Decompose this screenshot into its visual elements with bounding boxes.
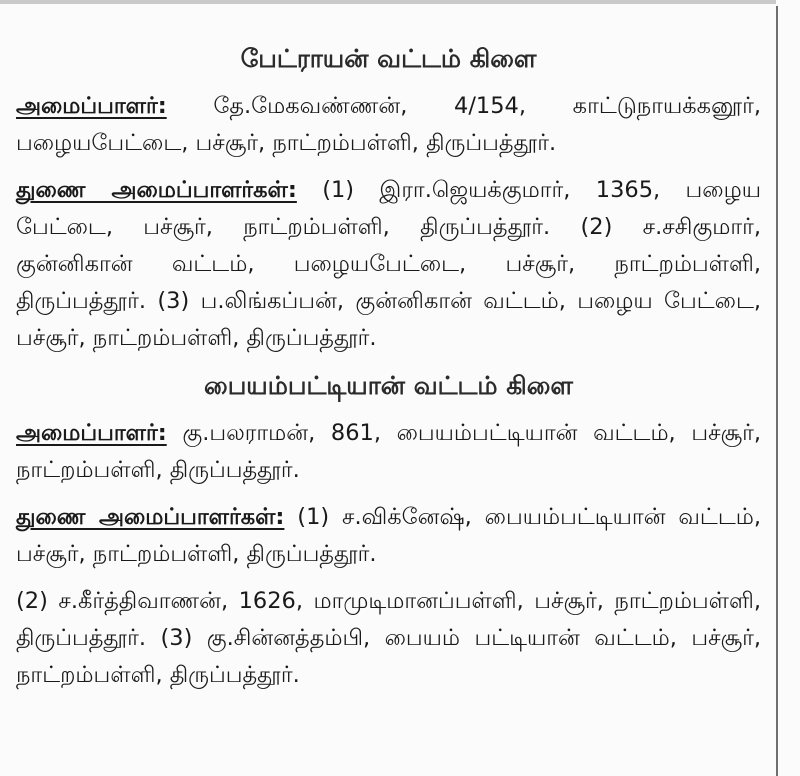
deputy-text: (1) ச.விக்னேஷ், பையம்பட்டியான் வட்டம், பச்சூர், நாட்றம்பள்ளி, திருப்பத்தூர். (16, 504, 762, 567)
deputy-text: (1) இரா.ஜெயக்குமார், 1365, பழைய பேட்டை, பச்சூர், நாட்றம்பள்ளி, திருப்பத்தூர். (2) ச.சசிகுமார், குன்னிகான் வட்டம், பழையபேட்டை, பச்சூர், நாட்றம்பள்ளி, திருப்பத்தூர். (3) ப.லிங்கப்பன், குன்னிகான் வட்டம், பழைய பேட்டை, பச்சூர், நாட்றம்பள்ளி, திருப்பத்தூர். (16, 177, 761, 351)
top-rule (0, 0, 776, 4)
section-petrayan-vattam (16, 40, 761, 357)
deputy-label: துணை அமைப்பாளர்கள்: (16, 177, 297, 203)
section-title: பேட்ராயன் வட்டம் கிளை (240, 44, 537, 73)
organizer-text: கு.பலராமன், 861, பையம்பட்டியான் வட்டம், பச்சூர், நாட்றம்பள்ளி, திருப்பத்தூர். (16, 420, 761, 483)
organizer-label: அமைப்பாளர்: (16, 420, 167, 446)
organizer-paragraph (16, 415, 761, 489)
section-title: பையம்பட்டியான் வட்டம் கிளை (204, 371, 573, 400)
organizer-paragraph (16, 88, 761, 162)
organizer-text: தே.மேகவண்ணன், 4/154, காட்டுநாயக்கனூர், பழையபேட்டை, பச்சூர், நாட்றம்பள்ளி, திருப்பத்தூர். (16, 93, 761, 156)
column-divider (776, 6, 778, 776)
organizer-label: அமைப்பாளர்: (16, 93, 167, 119)
deputy-label: துணை அமைப்பாளர்கள்: (16, 504, 285, 530)
deputy-paragraph (16, 499, 761, 573)
deputy-paragraph (16, 172, 761, 357)
article-column (16, 40, 761, 704)
deputy-continuation-paragraph: (2) ச.கீர்த்திவாணன், 1626, மாமுடிமானப்பள்ளி, பச்சூர், நாட்றம்பள்ளி, திருப்பத்தூர். (3) கு.சின்னத்தம்பி, பையம் பட்டியான் வட்டம், பச்சூர், நாட்றம்பள்ளி, திருப்பத்தூர். (16, 588, 761, 688)
section-paiyampattiyan-vattam (16, 367, 761, 694)
